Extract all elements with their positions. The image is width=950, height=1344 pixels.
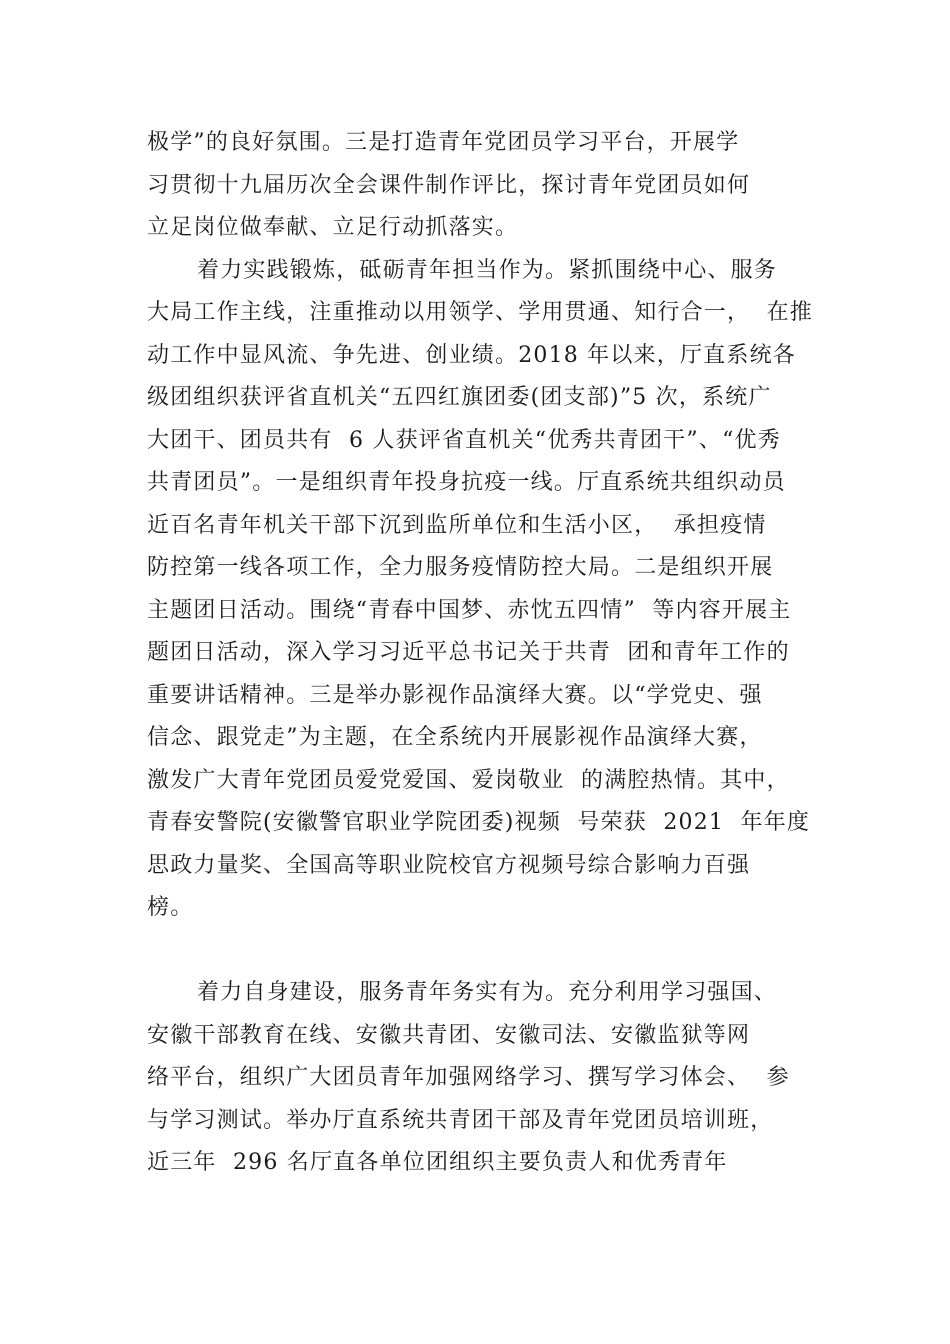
text-line: 激发广大青年党团员爱党爱国、爱岗敬业 的满腔热情。其中， (147, 767, 790, 793)
text-line: 青春安警院(安徽警官职业学院团委)视频 号荣获 2021 年年度 (147, 810, 811, 835)
paragraph-3 (147, 972, 837, 1185)
paragraph-1 (147, 122, 837, 250)
text-line: 共青团员”。一是组织青年投身抗疫一线。厅直系统共组织动员 (147, 470, 786, 495)
text-line: 信念、跟党走”为主题，在全系统内开展影视作品演绎大赛， (147, 725, 763, 750)
text-line: 着力实践锻炼，砥砺青年担当作为。紧抓围绕中心、服务 (197, 257, 778, 283)
text-line: 习贯彻十九届历次全会课件制作评比，探讨青年党团员如何 (147, 172, 751, 198)
text-line: 题团日活动，深入学习习近平总书记关于共青 团和青年工作的 (147, 640, 790, 665)
text-line: 近三年 296 名厅直各单位团组织主要负责人和优秀青年 (147, 1150, 728, 1175)
text-line: 主题团日活动。围绕“青春中国梦、赤忱五四情” 等内容开展主 (147, 597, 792, 623)
text-line: 立足岗位做奉献、立足行动抓落实。 (147, 215, 519, 240)
text-line (147, 930, 837, 973)
text-line: 极学”的良好氛围。三是打造青年党团员学习平台，开展学 (147, 130, 740, 155)
text-line: 防控第一线各项工作，全力服务疫情防控大局。二是组织开展 (147, 555, 774, 580)
text-line: 安徽干部教育在线、安徽共青团、安徽司法、安徽监狱等网 (147, 1022, 751, 1048)
text-line: 榜。 (147, 895, 194, 920)
text-line: 大团干、团员共有 6 人获评省直机关“优秀共青团干”、“优秀 (147, 427, 781, 453)
text-line: 近百名青年机关干部下沉到监所单位和生活小区， 承担疫情 (147, 512, 767, 538)
text-line: 与学习测试。举办厅直系统共青团干部及青年党团员培训班， (147, 1107, 774, 1133)
text-line: 动工作中显风流、争先进、创业绩。2018 年以来，厅直系统各 (147, 342, 796, 368)
text-line: 重要讲话精神。三是举办影视作品演绎大赛。以“学党史、强 (147, 682, 763, 708)
text-line: 思政力量奖、全国高等职业院校官方视频号综合影响力百强 (147, 852, 751, 878)
text-line: 着力自身建设，服务青年务实有为。充分利用学习强国、 (197, 980, 778, 1005)
document-body (147, 122, 837, 1185)
text-line: 级团组织获评省直机关“五四红旗团委(团支部)”5 次，系统广 (147, 385, 772, 410)
text-line: 络平台，组织广大团员青年加强网络学习、撰写学习体会、 参 (147, 1065, 790, 1090)
text-line: 大局工作主线，注重推动以用领学、学用贯通、知行合一， 在推 (147, 300, 813, 325)
paragraph-2 (147, 250, 837, 973)
